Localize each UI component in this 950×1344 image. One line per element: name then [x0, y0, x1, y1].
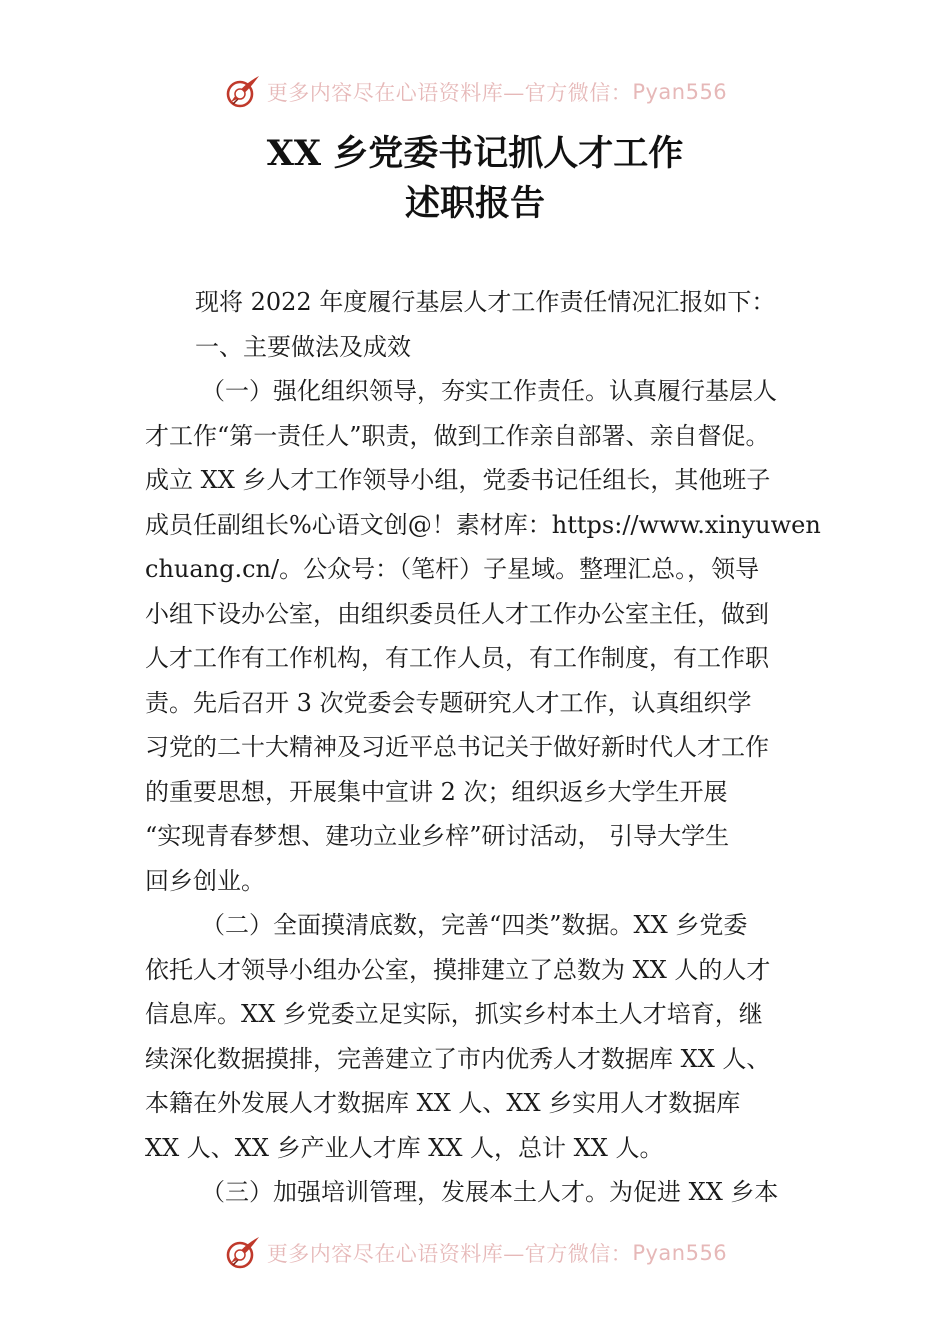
- body-line: 成员任副组长%心语文创@！素材库：https://www.xinyuwen: [145, 510, 821, 539]
- body-line: 续深化数据摸排，完善建立了市内优秀人才数据库 XX 人、: [145, 1044, 771, 1073]
- body-line: 才工作“第一责任人”职责，做到工作亲自部署、亲自督促。: [145, 421, 770, 450]
- body-line: XX 人、XX 乡产业人才库 XX 人，总计 XX 人。: [145, 1133, 664, 1162]
- feather-pen-logo-icon: [223, 1233, 263, 1273]
- body-line: 依托人才领导小组办公室，摸排建立了总数为 XX 人的人才: [145, 955, 771, 984]
- body-line: 习党的二十大精神及习近平总书记关于做好新时代人才工作: [145, 733, 769, 761]
- body-line: 人才工作有工作机构，有工作人员，有工作制度，有工作职: [145, 644, 769, 672]
- body-line: （一）强化组织领导，夯实工作责任。认真履行基层人: [201, 377, 777, 405]
- watermark-wechat-id: Pyan556: [632, 1241, 728, 1265]
- body-line: 的重要思想，开展集中宣讲 2 次；组织返乡大学生开展: [145, 777, 728, 806]
- body-line: （三）加强培训管理，发展本土人才。为促进 XX 乡本: [201, 1178, 779, 1206]
- body-line: “实现青春梦想、建功立业乡梓”研讨活动， 引导大学生: [145, 822, 730, 850]
- body-line: 小组下设办公室，由组织委员任人才工作办公室主任，做到: [145, 599, 769, 628]
- watermark-wechat-id: Pyan556: [632, 80, 728, 104]
- body-line: chuang.cn/。公众号：（笔杆）子星域。整理汇总。，领导: [145, 555, 760, 583]
- watermark-text: 更多内容尽在心语资料库—官方微信：: [266, 1242, 633, 1266]
- feather-pen-logo-icon: [223, 72, 263, 112]
- watermark-footer: [0, 1233, 950, 1273]
- body-line: 成立 XX 乡人才工作领导小组，党委书记任组长，其他班子: [145, 466, 771, 494]
- document-title-line1: XX 乡党委书记抓人才工作: [266, 133, 684, 174]
- body-line: 责。先后召开 3 次党委会专题研究人才工作，认真组织学: [145, 688, 752, 717]
- body-line: 现将 2022 年度履行基层人才工作责任情况汇报如下：: [195, 288, 776, 316]
- body-line: 信息库。XX 乡党委立足实际，抓实乡村本土人才培育，继: [145, 1000, 763, 1028]
- section-heading: 一、主要做法及成效: [195, 332, 411, 361]
- body-line: 回乡创业。: [145, 866, 265, 895]
- body-line: 本籍在外发展人才数据库 XX 人、XX 乡实用人才数据库: [145, 1089, 741, 1117]
- body-line: （二）全面摸清底数，完善“四类”数据。XX 乡党委: [201, 911, 748, 939]
- watermark-header: [0, 72, 950, 112]
- watermark-text: 更多内容尽在心语资料库—官方微信：: [266, 81, 633, 105]
- document-body: [145, 280, 825, 1215]
- document-title-line2: 述职报告: [404, 183, 545, 224]
